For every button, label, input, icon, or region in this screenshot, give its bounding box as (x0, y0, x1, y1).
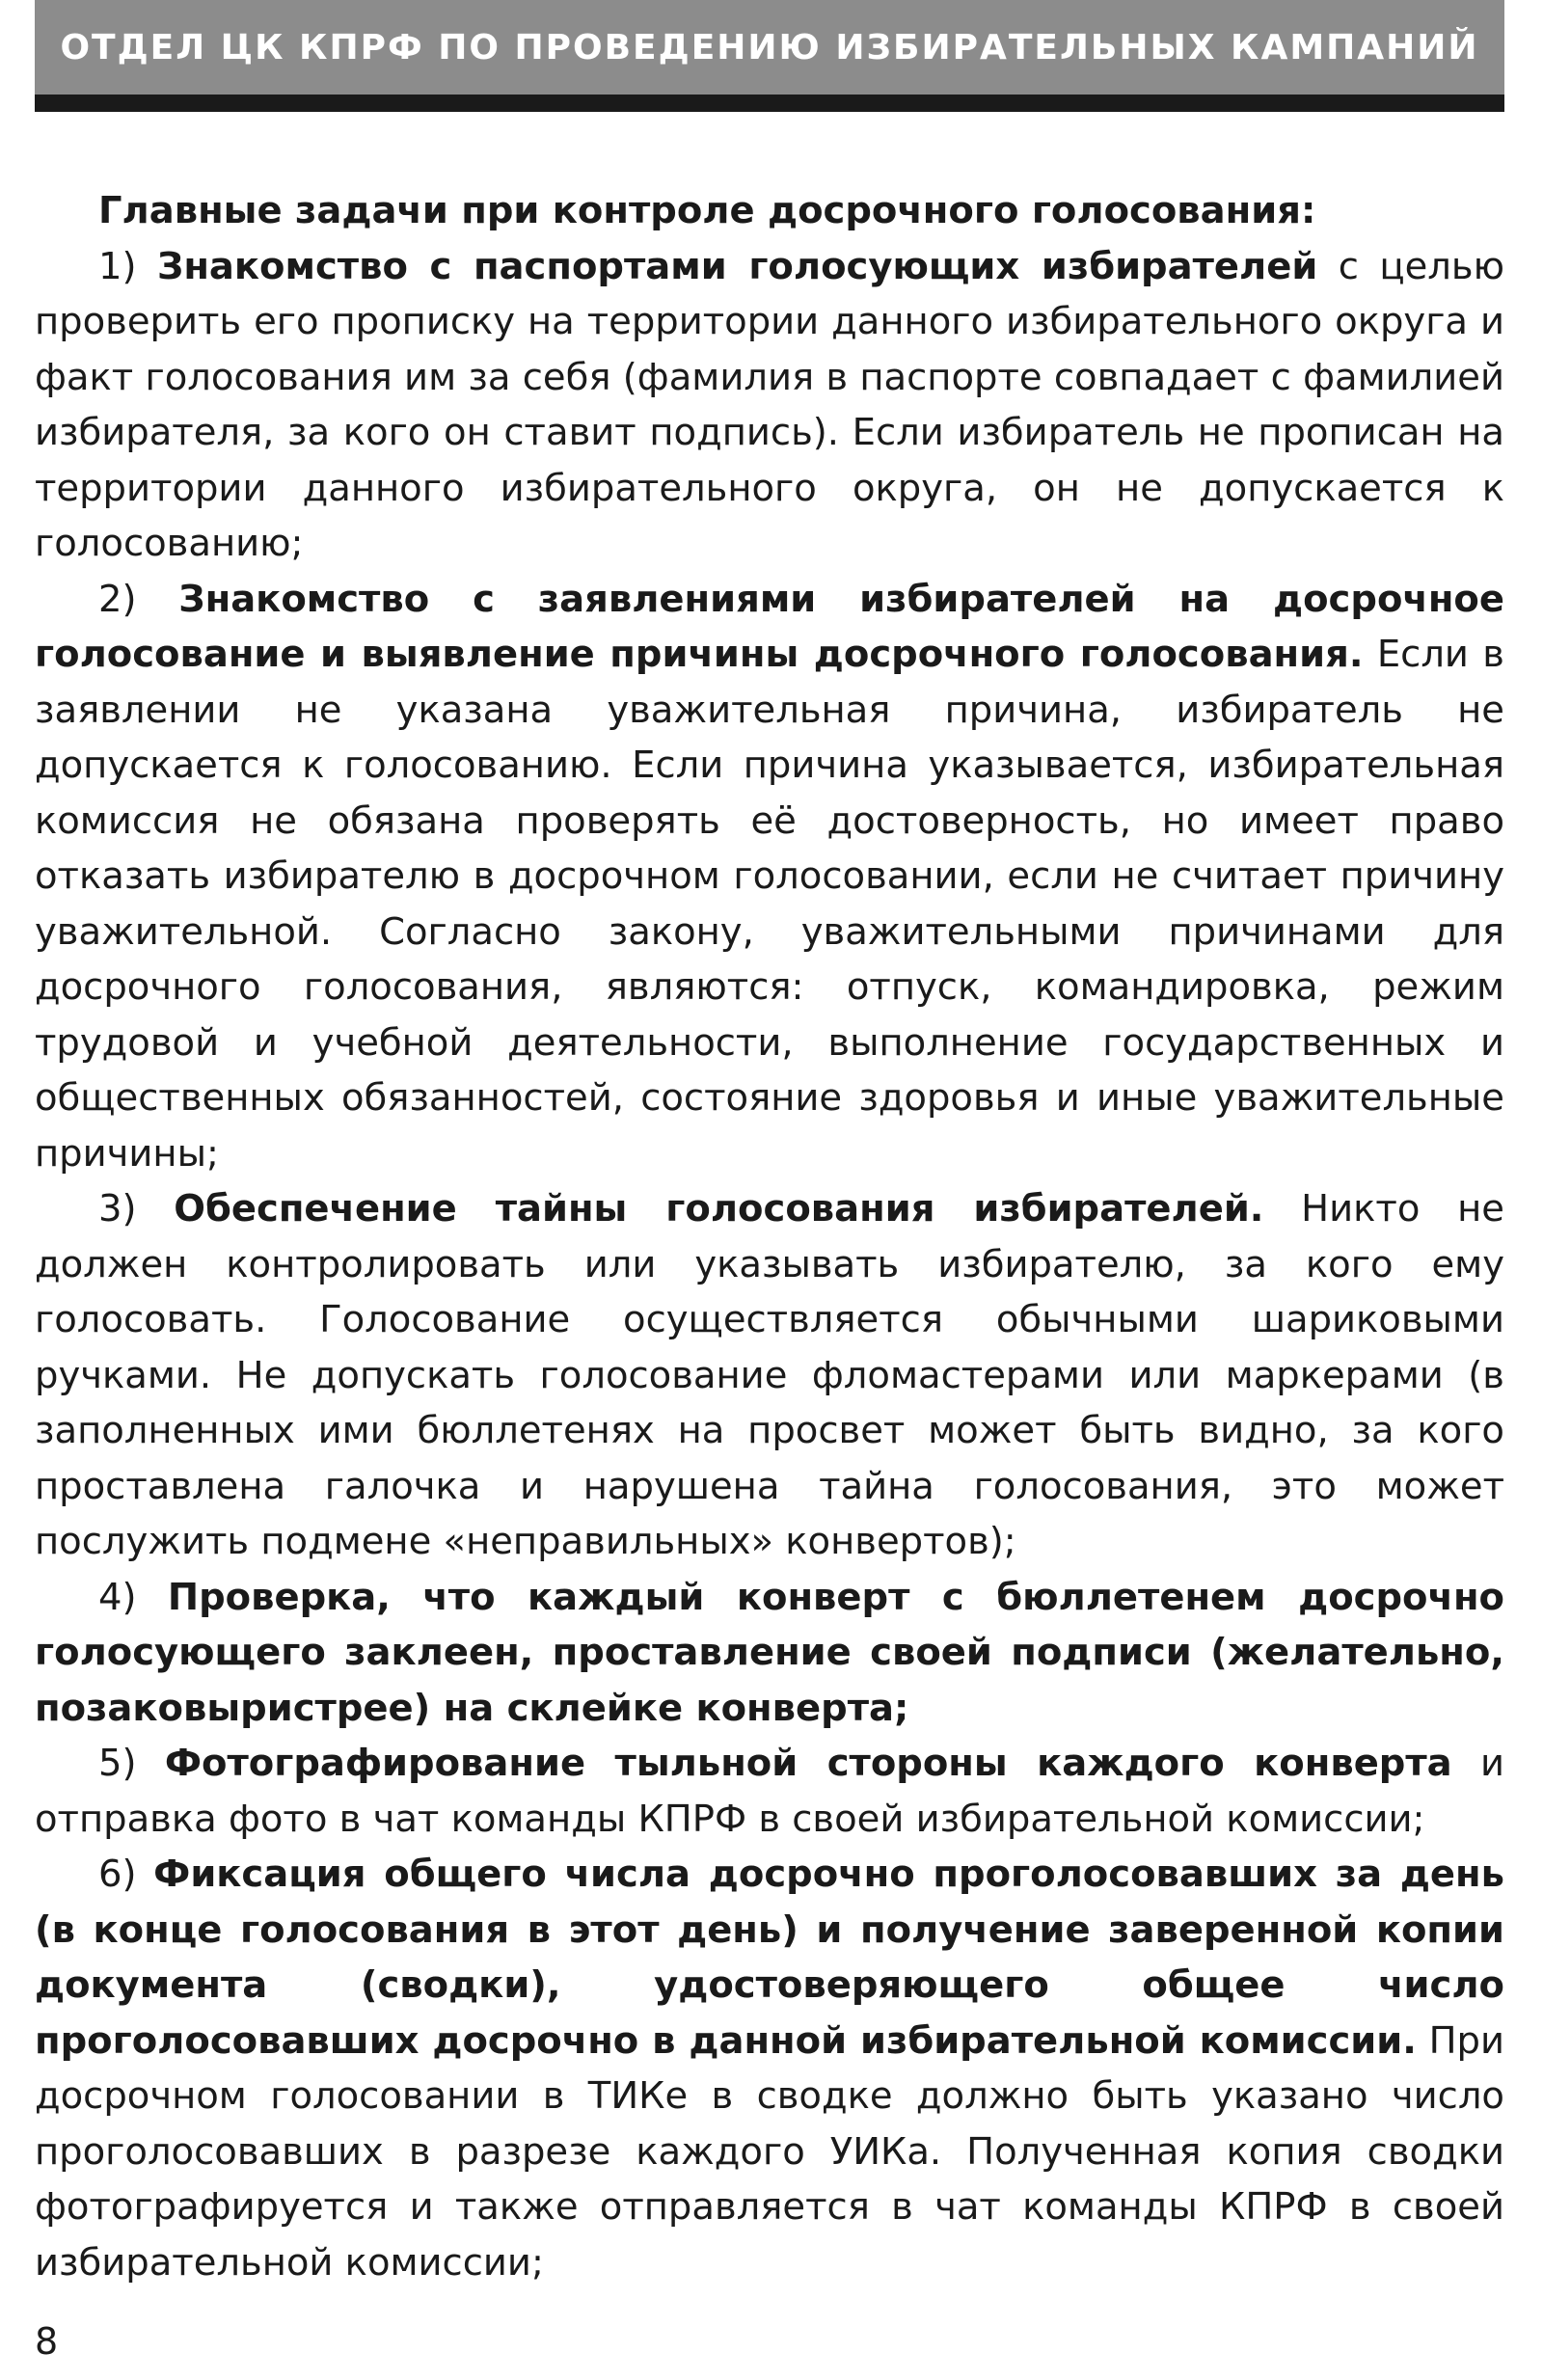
item-number: 6) (98, 1853, 137, 1896)
header-bar (35, 0, 1504, 112)
item-text: Если в заявлении не указана уважительная причина, избиратель не допускается к голосованию. Если причина указывается, избирательная комиссия не обязана проверять её достоверность, но имеет право отказать избирателю в досрочном голосовании, если не считает причину уважительной. Согласно закону, уважительными причинами для досрочного голосования, являются: отпуск, командировка, режим трудовой и учебной деятельности, выполнение государственных и общественных обязанностей, состояние здоровья и иные уважительные причины; (35, 633, 1505, 1176)
list-item (35, 1847, 1504, 2290)
item-number: 5) (98, 1742, 137, 1785)
page-number: 8 (35, 2320, 59, 2363)
list-item (35, 1181, 1504, 1570)
header-title: ОТДЕЛ ЦК КПРФ ПО ПРОВЕДЕНИЮ ИЗБИРАТЕЛЬНЫХ КАМПАНИЙ (60, 27, 1479, 68)
item-text: с целью проверить его прописку на территории данного избирательного округа и факт голосования им за себя (фамилия в паспорте совпадает с фамилией избирателя, за кого он ставит подпись). Если избиратель не прописан на территории данного избирательного округа, он не допускается к голосованию; (35, 244, 1504, 565)
item-number: 1) (98, 244, 137, 288)
section-heading: Главные задачи при контроле досрочного голосования: (98, 189, 1316, 232)
item-bold-text: Фотографирование тыльной стороны каждого конверта (164, 1742, 1452, 1785)
item-bold-text: Проверка, что каждый конверт с бюллетенем досрочно голосующего заклеен, проставление своей подписи (желательно, позаковыристрее) на склейке конверта; (35, 1575, 1504, 1730)
item-number: 3) (98, 1187, 137, 1231)
item-bold-text: Знакомство с паспортами голосующих избирателей (156, 244, 1318, 288)
item-number: 2) (98, 577, 137, 621)
item-text: При досрочном голосовании в ТИКе в сводке должно быть указано число проголосовавших в разрезе каждого УИКа. Полученная копия сводки фотографируется и также отправляется в чат команды КПРФ в своей избирательной комиссии; (35, 2018, 1504, 2285)
list-item (35, 572, 1504, 1182)
list-item (35, 1570, 1504, 1737)
list-item (35, 1736, 1504, 1847)
item-bold-text: Обеспечение тайны голосования избирателей. (174, 1187, 1264, 1231)
document-body (35, 183, 1504, 2290)
item-bold-text: Знакомство с заявлениями избирателей на досрочное голосование и выявление причины досрочного голосования. (35, 577, 1504, 676)
item-text: Никто не должен контролировать или указывать избирателю, за кого ему голосовать. Голосование осуществляется обычными шариковыми ручками. Не допускать голосование фломастерами или маркерами (в заполненных ими бюллетенях на просвет может быть видно, за кого проставлена галочка и нарушена тайна голосования, это может послужить подмене «неправильных» конвертов); (35, 1187, 1504, 1563)
item-number: 4) (98, 1575, 137, 1619)
item-bold-text: Фиксация общего числа досрочно проголосовавших за день (в конце голосования в этот день) и получение заверенной копии документа (сводки), удостоверяющего общее число проголосовавших досрочно в данной избирательной комиссии. (35, 1853, 1504, 2063)
item-text: и отправка фото в чат команды КПРФ в своей избирательной комиссии; (35, 1742, 1504, 1841)
list-item (35, 239, 1504, 572)
